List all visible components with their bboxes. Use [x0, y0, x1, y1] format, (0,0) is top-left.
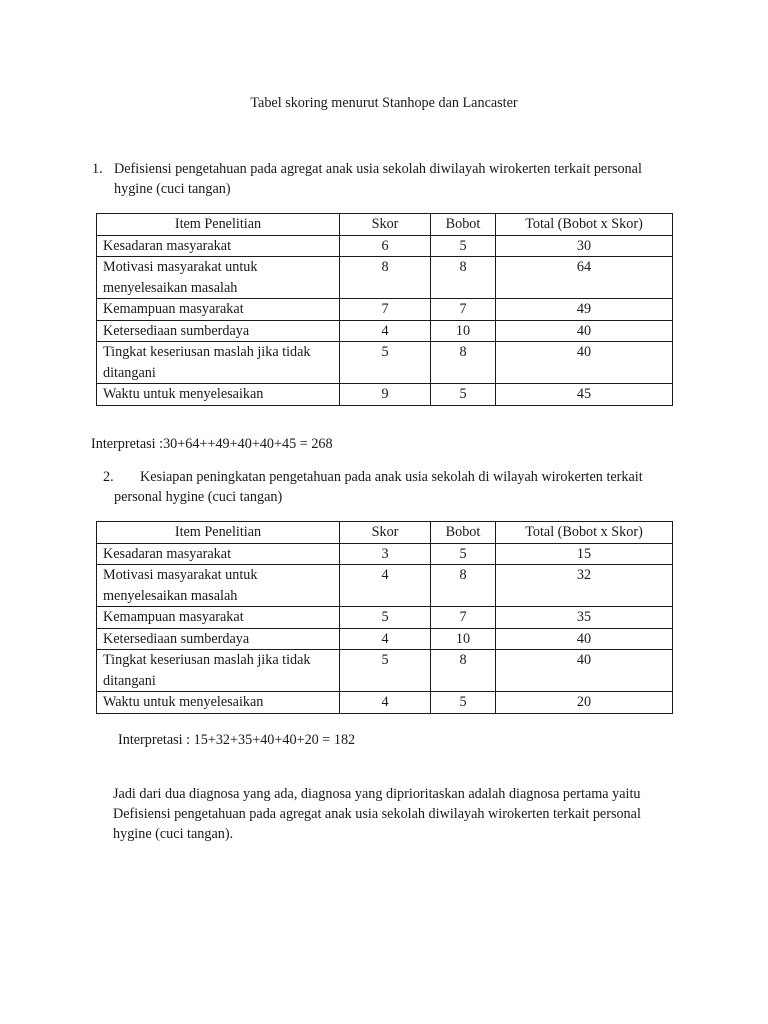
- cell-skor: 5: [340, 342, 431, 384]
- section-2-number: 2.: [103, 469, 114, 485]
- cell-item: Motivasi masyarakat untuk menyelesaikan masalah: [97, 257, 340, 299]
- table-row: [97, 299, 673, 321]
- cell-item: Waktu untuk menyelesaikan: [97, 692, 340, 714]
- cell-skor: 4: [340, 565, 431, 607]
- cell-bobot: 5: [431, 692, 496, 714]
- cell-skor: 8: [340, 257, 431, 299]
- column-header-item: Item Penelitian: [97, 522, 340, 544]
- cell-skor: 4: [340, 692, 431, 714]
- scoring-table-1: [96, 213, 673, 406]
- table-row: [97, 692, 673, 714]
- cell-skor: 4: [340, 320, 431, 342]
- cell-total: 40: [496, 650, 673, 692]
- cell-item: Kemampuan masyarakat: [97, 299, 340, 321]
- conclusion-paragraph: Jadi dari dua diagnosa yang ada, diagnosa yang diprioritaskan adalah diagnosa pertama yaitu Defisiensi pengetahuan pada agregat anak usia sekolah diwilayah wirokerten terkait personal hygine (cuci tangan).: [113, 786, 641, 842]
- table-row: [97, 384, 673, 406]
- cell-bobot: 7: [431, 299, 496, 321]
- cell-item: Kemampuan masyarakat: [97, 607, 340, 629]
- section-1-heading: [92, 159, 682, 199]
- table-row: [97, 235, 673, 257]
- cell-total: 49: [496, 299, 673, 321]
- cell-total: 35: [496, 607, 673, 629]
- cell-item: Ketersediaan sumberdaya: [97, 628, 340, 650]
- table-row: [97, 565, 673, 607]
- cell-total: 64: [496, 257, 673, 299]
- table-row: [97, 342, 673, 384]
- cell-item: Tingkat keseriusan maslah jika tidak ditangani: [97, 650, 340, 692]
- cell-bobot: 5: [431, 235, 496, 257]
- table-row: [97, 628, 673, 650]
- scoring-table-2: [96, 521, 673, 714]
- cell-skor: 6: [340, 235, 431, 257]
- table-row: [97, 543, 673, 565]
- section-2-heading-text: Kesiapan peningkatan pengetahuan pada anak usia sekolah di wilayah wirokerten terkait personal hygine (cuci tangan): [114, 469, 643, 505]
- table-header-row: [97, 522, 673, 544]
- cell-bobot: 7: [431, 607, 496, 629]
- table-row: [97, 257, 673, 299]
- column-header-skor: Skor: [340, 522, 431, 544]
- cell-bobot: 8: [431, 342, 496, 384]
- cell-item: Motivasi masyarakat untuk menyelesaikan masalah: [97, 565, 340, 607]
- cell-bobot: 8: [431, 565, 496, 607]
- cell-total: 32: [496, 565, 673, 607]
- column-header-bobot: Bobot: [431, 522, 496, 544]
- cell-total: 20: [496, 692, 673, 714]
- column-header-total: Total (Bobot x Skor): [496, 522, 673, 544]
- cell-bobot: 5: [431, 543, 496, 565]
- cell-bobot: 5: [431, 384, 496, 406]
- section-2-heading: [92, 467, 682, 507]
- cell-total: 30: [496, 235, 673, 257]
- cell-skor: 5: [340, 650, 431, 692]
- table-header-row: [97, 214, 673, 236]
- interpretation-2: Interpretasi : 15+32+35+40+40+20 = 182: [118, 732, 356, 748]
- cell-skor: 5: [340, 607, 431, 629]
- table-row: [97, 650, 673, 692]
- cell-total: 45: [496, 384, 673, 406]
- cell-total: 40: [496, 628, 673, 650]
- cell-skor: 3: [340, 543, 431, 565]
- column-header-total: Total (Bobot x Skor): [496, 214, 673, 236]
- interpretation-1: Interpretasi :30+64++49+40+40+45 = 268: [91, 436, 333, 452]
- table-row: [97, 607, 673, 629]
- document-title: Tabel skoring menurut Stanhope dan Lancaster: [250, 95, 518, 111]
- section-1-heading-text: Defisiensi pengetahuan pada agregat anak usia sekolah diwilayah wirokerten terkait personal hygine (cuci tangan): [114, 161, 642, 197]
- column-header-skor: Skor: [340, 214, 431, 236]
- cell-bobot: 8: [431, 650, 496, 692]
- cell-item: Waktu untuk menyelesaikan: [97, 384, 340, 406]
- cell-skor: 7: [340, 299, 431, 321]
- cell-item: Ketersediaan sumberdaya: [97, 320, 340, 342]
- cell-item: Tingkat keseriusan maslah jika tidak ditangani: [97, 342, 340, 384]
- cell-skor: 4: [340, 628, 431, 650]
- cell-bobot: 10: [431, 320, 496, 342]
- cell-skor: 9: [340, 384, 431, 406]
- cell-item: Kesadaran masyarakat: [97, 235, 340, 257]
- section-1-number: 1.: [92, 161, 103, 177]
- column-header-bobot: Bobot: [431, 214, 496, 236]
- cell-total: 40: [496, 342, 673, 384]
- table-row: [97, 320, 673, 342]
- cell-total: 40: [496, 320, 673, 342]
- column-header-item: Item Penelitian: [97, 214, 340, 236]
- cell-bobot: 8: [431, 257, 496, 299]
- cell-bobot: 10: [431, 628, 496, 650]
- cell-item: Kesadaran masyarakat: [97, 543, 340, 565]
- cell-total: 15: [496, 543, 673, 565]
